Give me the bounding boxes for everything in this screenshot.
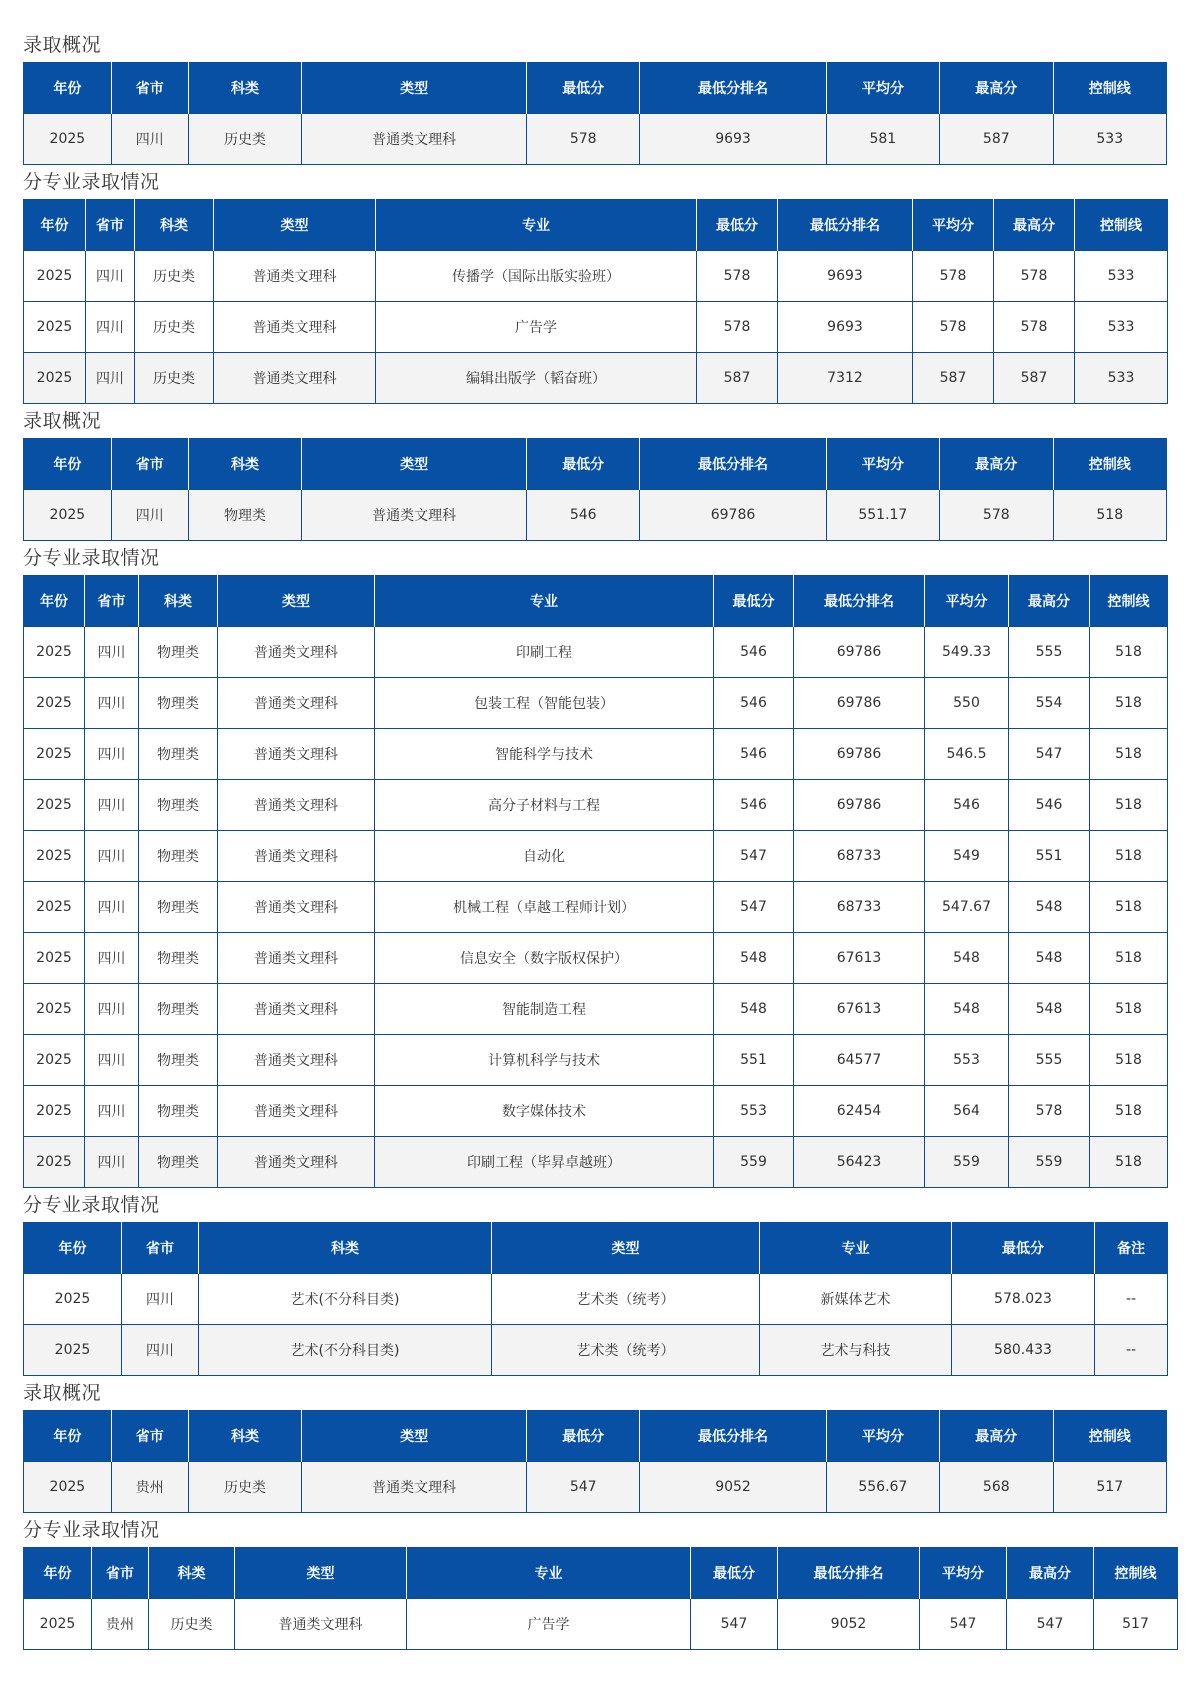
cell: 518 [1090, 678, 1168, 729]
cell: 518 [1090, 627, 1168, 678]
cell: 549 [925, 831, 1009, 882]
cell: 四川 [85, 831, 139, 882]
cell: 547 [1007, 1599, 1094, 1650]
col-header-major: 专业 [760, 1223, 952, 1274]
col-header-type: 类型 [492, 1223, 760, 1274]
table-row [24, 984, 1168, 1035]
section-title-overview: 录取概况 [23, 34, 102, 56]
cell: 546 [714, 780, 794, 831]
cell: 2025 [24, 114, 112, 165]
cell: 553 [714, 1086, 794, 1137]
cell: 数字媒体技术 [375, 1086, 714, 1137]
col-header-control-line: 控制线 [1053, 63, 1167, 114]
cell: 547 [526, 1462, 639, 1513]
cell: 9693 [640, 114, 826, 165]
cell: 548 [714, 933, 794, 984]
section-title-by-major: 分专业录取情况 [23, 1194, 160, 1216]
cell: 578.023 [952, 1274, 1095, 1325]
cell: 普通类文理科 [218, 831, 375, 882]
col-header-min-score: 最低分 [952, 1223, 1095, 1274]
col-header-control-line: 控制线 [1090, 576, 1168, 627]
cell: 物理类 [139, 729, 218, 780]
cell: 564 [925, 1086, 1009, 1137]
table-row [24, 302, 1168, 353]
cell: 69786 [794, 678, 925, 729]
table-row [24, 1035, 1168, 1086]
cell: 普通类文理科 [218, 984, 375, 1035]
col-header-control-line: 控制线 [1094, 1548, 1178, 1599]
cell: 2025 [24, 729, 85, 780]
cell: 2025 [24, 882, 85, 933]
table-row [24, 678, 1168, 729]
table-row [24, 1325, 1168, 1376]
section-title-overview: 录取概况 [23, 1382, 102, 1404]
cell: 554 [1009, 678, 1090, 729]
cell: 517 [1053, 1462, 1167, 1513]
col-header-control-line: 控制线 [1053, 1411, 1167, 1462]
cell: 533 [1075, 251, 1168, 302]
cell: 587 [913, 353, 994, 404]
cell: 2025 [24, 302, 86, 353]
table-row [24, 490, 1167, 541]
col-header-province: 省市 [122, 1223, 199, 1274]
cell: 2025 [24, 678, 85, 729]
cell: 传播学（国际出版实验班） [376, 251, 697, 302]
cell: 9052 [640, 1462, 826, 1513]
cell: 517 [1094, 1599, 1178, 1650]
overview-table-sichuan-history [23, 62, 1167, 165]
cell: 普通类文理科 [218, 882, 375, 933]
admission-page [23, 28, 1167, 1650]
cell: 69786 [794, 780, 925, 831]
cell: 555 [1009, 1035, 1090, 1086]
cell: 587 [940, 114, 1053, 165]
table-row [24, 1086, 1168, 1137]
cell: 历史类 [188, 1462, 301, 1513]
col-header-subject: 科类 [149, 1548, 235, 1599]
cell: 历史类 [135, 251, 214, 302]
major-table-sichuan-physics [23, 575, 1168, 1188]
col-header-type: 类型 [214, 200, 376, 251]
cell: 553 [925, 1035, 1009, 1086]
cell: 信息安全（数字版权保护） [375, 933, 714, 984]
section-title-overview: 录取概况 [23, 410, 102, 432]
cell: 578 [994, 302, 1075, 353]
cell: 普通类文理科 [302, 490, 527, 541]
col-header-type: 类型 [235, 1548, 407, 1599]
col-header-avg-score: 平均分 [826, 1411, 939, 1462]
cell: 578 [913, 302, 994, 353]
col-header-subject: 科类 [135, 200, 214, 251]
cell: 69786 [794, 729, 925, 780]
cell: 艺术(不分科目类) [199, 1274, 492, 1325]
section-title-by-major: 分专业录取情况 [23, 171, 160, 193]
table-row [24, 627, 1168, 678]
cell: 四川 [111, 114, 188, 165]
cell: 518 [1090, 729, 1168, 780]
col-header-subject: 科类 [188, 1411, 301, 1462]
cell: 578 [994, 251, 1075, 302]
col-header-min-score: 最低分 [526, 439, 639, 490]
col-header-year: 年份 [24, 1548, 92, 1599]
cell: 四川 [111, 490, 188, 541]
cell: 普通类文理科 [218, 627, 375, 678]
table-row [24, 780, 1168, 831]
cell: 2025 [24, 1035, 85, 1086]
cell: 548 [714, 984, 794, 1035]
cell: 四川 [85, 678, 139, 729]
cell: 546 [714, 678, 794, 729]
cell: 548 [1009, 882, 1090, 933]
table-row [24, 114, 1167, 165]
cell: 547 [920, 1599, 1007, 1650]
cell: 9693 [778, 251, 913, 302]
table-row [24, 1599, 1178, 1650]
cell: 四川 [85, 1086, 139, 1137]
col-header-min-score: 最低分 [526, 63, 639, 114]
col-header-province: 省市 [85, 576, 139, 627]
cell: 578 [940, 490, 1053, 541]
col-header-max-score: 最高分 [940, 439, 1053, 490]
cell: 新媒体艺术 [760, 1274, 952, 1325]
cell: 580.433 [952, 1325, 1095, 1376]
cell: 物理类 [139, 678, 218, 729]
col-header-max-score: 最高分 [1007, 1548, 1094, 1599]
cell: 历史类 [149, 1599, 235, 1650]
col-header-avg-score: 平均分 [920, 1548, 1007, 1599]
cell: 四川 [86, 251, 135, 302]
cell: 普通类文理科 [235, 1599, 407, 1650]
cell: 普通类文理科 [214, 353, 376, 404]
section-title-by-major: 分专业录取情况 [23, 547, 160, 569]
cell: 578 [913, 251, 994, 302]
cell: 518 [1090, 882, 1168, 933]
cell: 历史类 [135, 353, 214, 404]
cell: 普通类文理科 [218, 678, 375, 729]
table-row [24, 831, 1168, 882]
cell: 67613 [794, 933, 925, 984]
table-row [24, 729, 1168, 780]
table-row [24, 933, 1168, 984]
col-header-year: 年份 [24, 200, 86, 251]
cell: 广告学 [407, 1599, 691, 1650]
cell: 高分子材料与工程 [375, 780, 714, 831]
col-header-avg-score: 平均分 [826, 439, 939, 490]
cell: 546 [925, 780, 1009, 831]
cell: 艺术与科技 [760, 1325, 952, 1376]
cell: 550 [925, 678, 1009, 729]
col-header-type: 类型 [218, 576, 375, 627]
col-header-min-score: 最低分 [691, 1548, 778, 1599]
cell: 56423 [794, 1137, 925, 1188]
cell: 518 [1090, 780, 1168, 831]
col-header-province: 省市 [111, 63, 188, 114]
cell: 2025 [24, 1599, 92, 1650]
table-row [24, 1137, 1168, 1188]
overview-table-sichuan-physics [23, 438, 1167, 541]
col-header-min-score: 最低分 [697, 200, 778, 251]
cell: 533 [1075, 302, 1168, 353]
col-header-subject: 科类 [139, 576, 218, 627]
cell: 印刷工程（毕昇卓越班） [375, 1137, 714, 1188]
cell: 普通类文理科 [218, 933, 375, 984]
col-header-province: 省市 [86, 200, 135, 251]
col-header-subject: 科类 [188, 63, 301, 114]
cell: 物理类 [139, 780, 218, 831]
cell: 四川 [85, 984, 139, 1035]
col-header-subject: 科类 [188, 439, 301, 490]
cell: 547 [691, 1599, 778, 1650]
cell: 556.67 [826, 1462, 939, 1513]
cell: 548 [925, 933, 1009, 984]
cell: 四川 [85, 1137, 139, 1188]
cell: 568 [940, 1462, 1053, 1513]
cell: 艺术类（统考） [492, 1274, 760, 1325]
cell: 2025 [24, 831, 85, 882]
cell: 548 [1009, 984, 1090, 1035]
cell: 四川 [86, 302, 135, 353]
col-header-min-rank: 最低分排名 [640, 439, 826, 490]
col-header-avg-score: 平均分 [913, 200, 994, 251]
cell: 559 [1009, 1137, 1090, 1188]
col-header-avg-score: 平均分 [826, 63, 939, 114]
cell: 546 [1009, 780, 1090, 831]
table-row [24, 1462, 1167, 1513]
col-header-major: 专业 [407, 1548, 691, 1599]
cell: 533 [1053, 114, 1167, 165]
cell: 518 [1053, 490, 1167, 541]
cell: 518 [1090, 1137, 1168, 1188]
col-header-year: 年份 [24, 439, 112, 490]
cell: 普通类文理科 [218, 729, 375, 780]
cell: 9693 [778, 302, 913, 353]
cell: 547.67 [925, 882, 1009, 933]
cell: 四川 [85, 627, 139, 678]
col-header-max-score: 最高分 [940, 1411, 1053, 1462]
cell: 普通类文理科 [302, 114, 527, 165]
cell: 546 [714, 627, 794, 678]
cell: 578 [697, 251, 778, 302]
cell: 549.33 [925, 627, 1009, 678]
cell: 物理类 [139, 984, 218, 1035]
cell: 2025 [24, 353, 86, 404]
cell: 物理类 [139, 831, 218, 882]
overview-table-guizhou-history [23, 1410, 1167, 1513]
table-row [24, 251, 1168, 302]
cell: 物理类 [139, 627, 218, 678]
cell: 包装工程（智能包装） [375, 678, 714, 729]
cell: 四川 [122, 1325, 199, 1376]
col-header-max-score: 最高分 [1009, 576, 1090, 627]
cell: 548 [1009, 933, 1090, 984]
cell: 578 [526, 114, 639, 165]
col-header-year: 年份 [24, 576, 85, 627]
cell: -- [1095, 1325, 1168, 1376]
cell: 547 [1009, 729, 1090, 780]
cell: 2025 [24, 1325, 122, 1376]
cell: 印刷工程 [375, 627, 714, 678]
major-table-sichuan-history [23, 199, 1168, 404]
cell: 普通类文理科 [214, 251, 376, 302]
cell: 普通类文理科 [302, 1462, 527, 1513]
cell: 555 [1009, 627, 1090, 678]
col-header-type: 类型 [302, 1411, 527, 1462]
cell: 物理类 [188, 490, 301, 541]
cell: 贵州 [111, 1462, 188, 1513]
cell: 518 [1090, 1086, 1168, 1137]
cell: 贵州 [92, 1599, 149, 1650]
cell: 2025 [24, 1462, 112, 1513]
cell: 物理类 [139, 1086, 218, 1137]
cell: 普通类文理科 [218, 1086, 375, 1137]
cell: 578 [697, 302, 778, 353]
cell: 普通类文理科 [218, 780, 375, 831]
col-header-major: 专业 [375, 576, 714, 627]
table-row [24, 882, 1168, 933]
cell: 智能科学与技术 [375, 729, 714, 780]
col-header-type: 类型 [302, 63, 527, 114]
cell: 普通类文理科 [218, 1035, 375, 1086]
cell: 历史类 [135, 302, 214, 353]
cell: -- [1095, 1274, 1168, 1325]
col-header-year: 年份 [24, 1223, 122, 1274]
col-header-subject: 科类 [199, 1223, 492, 1274]
cell: 551.17 [826, 490, 939, 541]
cell: 518 [1090, 831, 1168, 882]
cell: 547 [714, 882, 794, 933]
cell: 四川 [86, 353, 135, 404]
cell: 自动化 [375, 831, 714, 882]
cell: 2025 [24, 627, 85, 678]
col-header-control-line: 控制线 [1053, 439, 1167, 490]
cell: 物理类 [139, 933, 218, 984]
cell: 581 [826, 114, 939, 165]
cell: 编辑出版学（韬奋班） [376, 353, 697, 404]
col-header-min-rank: 最低分排名 [794, 576, 925, 627]
cell: 587 [697, 353, 778, 404]
cell: 艺术(不分科目类) [199, 1325, 492, 1376]
col-header-min-score: 最低分 [714, 576, 794, 627]
cell: 559 [925, 1137, 1009, 1188]
col-header-avg-score: 平均分 [925, 576, 1009, 627]
col-header-year: 年份 [24, 1411, 112, 1462]
cell: 四川 [85, 1035, 139, 1086]
cell: 7312 [778, 353, 913, 404]
cell: 578 [1009, 1086, 1090, 1137]
cell: 普通类文理科 [218, 1137, 375, 1188]
col-header-min-rank: 最低分排名 [640, 63, 826, 114]
col-header-province: 省市 [111, 1411, 188, 1462]
col-header-min-rank: 最低分排名 [778, 200, 913, 251]
cell: 533 [1075, 353, 1168, 404]
table-row [24, 1274, 1168, 1325]
cell: 551 [1009, 831, 1090, 882]
major-table-sichuan-art [23, 1222, 1168, 1376]
cell: 智能制造工程 [375, 984, 714, 1035]
cell: 物理类 [139, 1035, 218, 1086]
cell: 9052 [778, 1599, 920, 1650]
cell: 551 [714, 1035, 794, 1086]
cell: 67613 [794, 984, 925, 1035]
cell: 548 [925, 984, 1009, 1035]
cell: 历史类 [188, 114, 301, 165]
cell: 计算机科学与技术 [375, 1035, 714, 1086]
cell: 机械工程（卓越工程师计划） [375, 882, 714, 933]
cell: 2025 [24, 490, 112, 541]
cell: 559 [714, 1137, 794, 1188]
cell: 艺术类（统考） [492, 1325, 760, 1376]
cell: 广告学 [376, 302, 697, 353]
major-table-guizhou-history [23, 1547, 1178, 1650]
cell: 587 [994, 353, 1075, 404]
cell: 2025 [24, 933, 85, 984]
cell: 518 [1090, 933, 1168, 984]
col-header-province: 省市 [92, 1548, 149, 1599]
cell: 64577 [794, 1035, 925, 1086]
cell: 68733 [794, 882, 925, 933]
cell: 四川 [85, 933, 139, 984]
cell: 物理类 [139, 1137, 218, 1188]
col-header-year: 年份 [24, 63, 112, 114]
col-header-type: 类型 [302, 439, 527, 490]
col-header-min-rank: 最低分排名 [778, 1548, 920, 1599]
cell: 69786 [794, 627, 925, 678]
cell: 四川 [85, 780, 139, 831]
cell: 69786 [640, 490, 826, 541]
col-header-max-score: 最高分 [940, 63, 1053, 114]
col-header-control-line: 控制线 [1075, 200, 1168, 251]
cell: 普通类文理科 [214, 302, 376, 353]
col-header-major: 专业 [376, 200, 697, 251]
cell: 518 [1090, 1035, 1168, 1086]
cell: 2025 [24, 1137, 85, 1188]
cell: 546 [526, 490, 639, 541]
cell: 547 [714, 831, 794, 882]
cell: 四川 [122, 1274, 199, 1325]
cell: 2025 [24, 1274, 122, 1325]
cell: 546.5 [925, 729, 1009, 780]
col-header-remark: 备注 [1095, 1223, 1168, 1274]
cell: 2025 [24, 251, 86, 302]
cell: 2025 [24, 984, 85, 1035]
cell: 518 [1090, 984, 1168, 1035]
col-header-max-score: 最高分 [994, 200, 1075, 251]
cell: 546 [714, 729, 794, 780]
cell: 物理类 [139, 882, 218, 933]
cell: 2025 [24, 780, 85, 831]
cell: 2025 [24, 1086, 85, 1137]
cell: 68733 [794, 831, 925, 882]
cell: 四川 [85, 882, 139, 933]
col-header-min-rank: 最低分排名 [640, 1411, 826, 1462]
cell: 四川 [85, 729, 139, 780]
col-header-min-score: 最低分 [526, 1411, 639, 1462]
col-header-province: 省市 [111, 439, 188, 490]
table-row [24, 353, 1168, 404]
section-title-by-major: 分专业录取情况 [23, 1519, 160, 1541]
cell: 62454 [794, 1086, 925, 1137]
